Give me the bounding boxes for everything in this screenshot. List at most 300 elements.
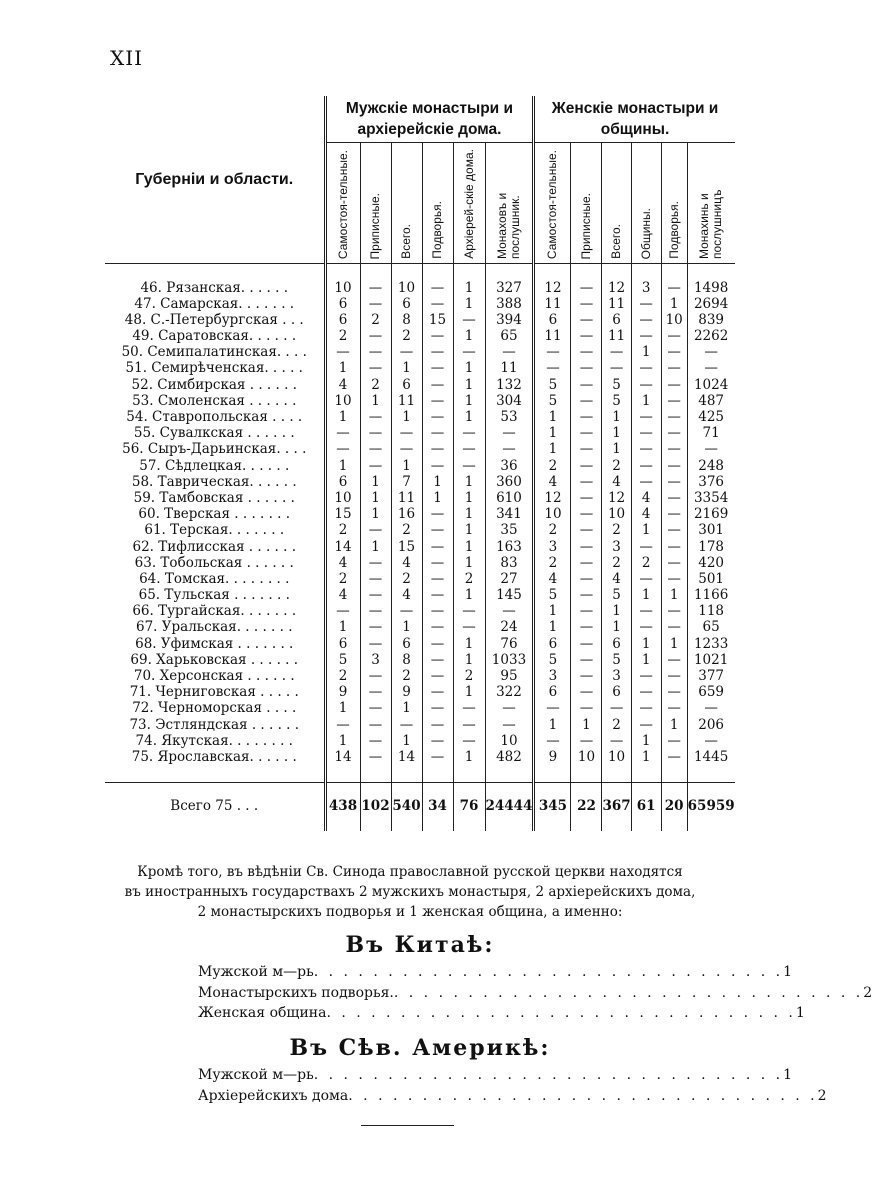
table-cell: 3 xyxy=(534,539,571,555)
table-cell: 1 xyxy=(534,604,571,620)
table-cell: — xyxy=(602,733,631,749)
table-cell: 1 xyxy=(534,717,571,733)
table-cell: 1 xyxy=(325,410,360,426)
table-cell: 14 xyxy=(325,750,360,766)
table-cell: 482 xyxy=(485,750,534,766)
table-cell: 1 xyxy=(453,653,485,669)
table-cell: — xyxy=(485,442,534,458)
table-cell: 1 xyxy=(661,296,687,312)
table-cell: — xyxy=(571,491,602,507)
table-cell: 1 xyxy=(631,636,661,652)
table-cell: 1 xyxy=(602,426,631,442)
table-cell: 9 xyxy=(534,750,571,766)
list-item: Архіерейскихъ дома . . . . . . . . . . . . . . . . . . . . . . . . . . . . . . . . 2 xyxy=(198,1086,626,1107)
table-cell: — xyxy=(422,604,453,620)
table-row xyxy=(105,345,735,361)
table-cell: 4 xyxy=(325,555,360,571)
total-cell: 22 xyxy=(571,783,602,832)
table-cell: 2 xyxy=(391,329,422,345)
table-cell: 10 xyxy=(602,750,631,766)
table-cell: 12 xyxy=(534,491,571,507)
table-cell: 206 xyxy=(687,717,734,733)
total-cell: 367 xyxy=(602,783,631,832)
table-row xyxy=(105,539,735,555)
table-cell: 1 xyxy=(453,539,485,555)
col-header: Подворья. xyxy=(430,201,444,259)
table-cell: — xyxy=(360,620,391,636)
table-cell: 24 xyxy=(485,620,534,636)
table-cell: 2 xyxy=(391,572,422,588)
table-cell: 14 xyxy=(391,750,422,766)
table-cell: 1 xyxy=(453,410,485,426)
table-cell: — xyxy=(360,458,391,474)
table-cell: 65 xyxy=(687,620,734,636)
item-value: 2 xyxy=(863,984,872,1001)
table-row xyxy=(105,750,735,766)
table-cell: — xyxy=(360,604,391,620)
table-row xyxy=(105,296,735,312)
table-cell: 145 xyxy=(485,588,534,604)
table-cell: — xyxy=(422,669,453,685)
table-row xyxy=(105,572,735,588)
table-cell: — xyxy=(485,426,534,442)
table-cell: 6 xyxy=(325,474,360,490)
table-cell: 132 xyxy=(485,377,534,393)
governorate-name: 74. Якутская. . . . . . . . xyxy=(135,732,293,749)
table-row xyxy=(105,394,735,410)
table-cell: — xyxy=(422,588,453,604)
table-cell: 1 xyxy=(391,458,422,474)
table-cell: 10 xyxy=(391,280,422,296)
total-cell: 20 xyxy=(661,783,687,832)
table-cell: 35 xyxy=(485,523,534,539)
table-cell: — xyxy=(571,733,602,749)
total-cell: 61 xyxy=(631,783,661,832)
governorate-name: 51. Семирѣченская. . . . . xyxy=(125,360,303,377)
table-cell: 9 xyxy=(391,685,422,701)
table-cell: — xyxy=(391,442,422,458)
governorate-name: 63. Тобольская . . . . . . xyxy=(134,554,294,571)
table-cell: 1 xyxy=(602,620,631,636)
table-cell: 327 xyxy=(485,280,534,296)
table-cell: 1 xyxy=(602,410,631,426)
table-cell: 3 xyxy=(534,669,571,685)
total-cell: 65959 xyxy=(687,783,734,832)
governorate-name: 67. Уральская. . . . . . . xyxy=(136,619,293,636)
table-cell: 1 xyxy=(453,685,485,701)
table-cell: 65 xyxy=(485,329,534,345)
table-cell: 2 xyxy=(602,555,631,571)
table-cell: — xyxy=(422,394,453,410)
table-cell: — xyxy=(661,491,687,507)
table-cell: 1 xyxy=(453,329,485,345)
table-cell: — xyxy=(360,426,391,442)
table-cell: 1 xyxy=(453,507,485,523)
table-cell: — xyxy=(422,701,453,717)
table-cell: — xyxy=(661,701,687,717)
table-cell: 1 xyxy=(534,620,571,636)
governorate-name: 53. Смоленская . . . . . . xyxy=(132,392,297,409)
table-cell: 1 xyxy=(325,701,360,717)
table-cell: — xyxy=(422,410,453,426)
table-cell: — xyxy=(631,669,661,685)
table-cell: 1 xyxy=(391,620,422,636)
foreign-note xyxy=(100,862,720,922)
table-cell: 6 xyxy=(391,296,422,312)
governorate-name: 54. Ставропольская . . . . xyxy=(126,409,303,426)
table-cell: — xyxy=(360,636,391,652)
table-cell: 7 xyxy=(391,474,422,490)
table-cell: — xyxy=(325,442,360,458)
table-cell: — xyxy=(422,572,453,588)
table-cell: 2694 xyxy=(687,296,734,312)
governorate-name: 70. Херсонская . . . . . . xyxy=(133,668,295,685)
table-cell: 76 xyxy=(485,636,534,652)
table-cell: — xyxy=(571,410,602,426)
table-cell: 1498 xyxy=(687,280,734,296)
table-cell: 9 xyxy=(325,685,360,701)
table-cell: — xyxy=(661,604,687,620)
table-cell: — xyxy=(571,555,602,571)
table-cell: 1 xyxy=(631,733,661,749)
col-header: Всего. xyxy=(399,224,413,259)
table-row xyxy=(105,701,735,717)
table-cell: — xyxy=(360,701,391,717)
table-cell: 12 xyxy=(534,280,571,296)
governorate-name: 59. Тамбовская . . . . . . xyxy=(133,489,295,506)
table-cell: 5 xyxy=(602,394,631,410)
table-cell: — xyxy=(571,669,602,685)
table-cell: — xyxy=(631,701,661,717)
table-cell: — xyxy=(422,636,453,652)
table-cell: 394 xyxy=(485,313,534,329)
table-cell: 5 xyxy=(602,377,631,393)
table-cell: 8 xyxy=(391,653,422,669)
table-cell: 10 xyxy=(325,394,360,410)
list-item: Мужской м—рь . . . . . . . . . . . . . . . . . . . . . . . . . . . . . . . . 1 xyxy=(198,1065,626,1086)
table-cell: — xyxy=(360,361,391,377)
table-cell: — xyxy=(631,313,661,329)
table-cell: — xyxy=(485,345,534,361)
table-cell: — xyxy=(422,280,453,296)
table-cell: 4 xyxy=(391,588,422,604)
item-value: 1 xyxy=(795,1005,805,1021)
table-cell: — xyxy=(687,345,734,361)
table-cell: 2169 xyxy=(687,507,734,523)
table-cell: — xyxy=(571,604,602,620)
table-cell: — xyxy=(661,733,687,749)
item-label: Мужской м—рь xyxy=(198,964,314,980)
table-cell: 1 xyxy=(453,296,485,312)
table-cell: 2 xyxy=(453,572,485,588)
table-cell: 1 xyxy=(360,474,391,490)
table-cell: 11 xyxy=(602,329,631,345)
col-header: Самостоя-тельные. xyxy=(545,149,560,259)
table-cell: 2 xyxy=(534,555,571,571)
table-cell: — xyxy=(631,572,661,588)
table-cell: — xyxy=(602,345,631,361)
table-cell: — xyxy=(661,458,687,474)
col-header: Всего. xyxy=(609,224,624,259)
table-cell: 8 xyxy=(391,313,422,329)
table-cell: — xyxy=(571,653,602,669)
table-row xyxy=(105,669,735,685)
table-cell: — xyxy=(571,620,602,636)
table-cell: 1166 xyxy=(687,588,734,604)
item-label: Мужской м—рь xyxy=(198,1067,314,1083)
monasteries-table xyxy=(105,96,735,831)
table-row xyxy=(105,442,735,458)
table-cell: 1 xyxy=(661,636,687,652)
table-cell: 6 xyxy=(391,377,422,393)
table-cell: — xyxy=(391,345,422,361)
governorate-name: 66. Тургайская. . . . . . . xyxy=(132,603,297,620)
table-row xyxy=(105,474,735,490)
table-cell: 3 xyxy=(631,280,661,296)
col-header: Монахинь и послушницъ xyxy=(697,189,725,259)
table-cell: — xyxy=(360,555,391,571)
table-cell: — xyxy=(485,717,534,733)
table-cell: 10 xyxy=(571,750,602,766)
table-cell: — xyxy=(485,701,534,717)
table-cell: 83 xyxy=(485,555,534,571)
table-cell: — xyxy=(661,442,687,458)
table-cell: — xyxy=(661,410,687,426)
table-cell: 16 xyxy=(391,507,422,523)
item-label: Монастырскихъ подворья. xyxy=(198,984,394,1001)
table-cell: 10 xyxy=(661,313,687,329)
table-cell: 1 xyxy=(631,750,661,766)
table-cell: 2 xyxy=(325,329,360,345)
table-cell: — xyxy=(661,361,687,377)
table-cell: 1233 xyxy=(687,636,734,652)
table-cell: 4 xyxy=(602,474,631,490)
table-cell: 6 xyxy=(602,313,631,329)
table-cell: — xyxy=(571,313,602,329)
table-cell: — xyxy=(422,733,453,749)
table-cell: 1 xyxy=(325,620,360,636)
col-header: Общины. xyxy=(638,207,653,259)
table-cell: 14 xyxy=(325,539,360,555)
table-cell: 3354 xyxy=(687,491,734,507)
table-cell: — xyxy=(534,733,571,749)
table-cell: 10 xyxy=(325,491,360,507)
governorate-name: 69. Харьковская . . . . . . xyxy=(130,651,299,668)
table-cell: — xyxy=(661,653,687,669)
governorate-name: 64. Томская. . . . . . . . xyxy=(139,570,290,587)
table-cell: 1 xyxy=(360,491,391,507)
table-cell: — xyxy=(571,588,602,604)
table-cell: — xyxy=(453,701,485,717)
table-row xyxy=(105,604,735,620)
table-cell: 163 xyxy=(485,539,534,555)
table-cell: — xyxy=(360,717,391,733)
table-cell: — xyxy=(453,426,485,442)
table-cell: 1 xyxy=(453,750,485,766)
table-cell: 27 xyxy=(485,572,534,588)
table-cell: — xyxy=(571,361,602,377)
governorates-header: Губерніи и области. xyxy=(105,96,325,264)
note-line-1: Кромѣ того, въ вѣдѣніи Св. Синода православной русской церкви находятся xyxy=(137,864,683,880)
table-cell: — xyxy=(360,588,391,604)
table-cell: — xyxy=(571,345,602,361)
table-cell: — xyxy=(422,685,453,701)
table-cell: — xyxy=(360,296,391,312)
table-cell: — xyxy=(687,733,734,749)
item-label: Женская община xyxy=(198,1005,327,1021)
table-cell: 10 xyxy=(534,507,571,523)
table-cell: 5 xyxy=(325,653,360,669)
page-number: XII xyxy=(110,46,144,70)
table-cell: 1 xyxy=(661,717,687,733)
table-cell: 11 xyxy=(391,491,422,507)
table-cell: 3 xyxy=(602,669,631,685)
table-cell: 2 xyxy=(325,669,360,685)
table-cell: — xyxy=(571,296,602,312)
table-cell: — xyxy=(453,717,485,733)
table-cell: 1 xyxy=(631,653,661,669)
col-header: Приписные. xyxy=(578,192,593,259)
table-cell: — xyxy=(422,361,453,377)
table-cell: 341 xyxy=(485,507,534,523)
table-cell: — xyxy=(631,442,661,458)
table-cell: 4 xyxy=(631,507,661,523)
table-cell: 3 xyxy=(602,539,631,555)
table-cell: — xyxy=(571,636,602,652)
table-cell: 1 xyxy=(631,588,661,604)
table-cell: 6 xyxy=(534,313,571,329)
governorate-name: 55. Сувалкская . . . . . . xyxy=(133,425,295,442)
table-cell: — xyxy=(631,539,661,555)
table-cell: 3 xyxy=(360,653,391,669)
table-cell: — xyxy=(422,377,453,393)
table-cell: — xyxy=(360,523,391,539)
table-cell: — xyxy=(422,507,453,523)
table-row xyxy=(105,717,735,733)
table-cell: 322 xyxy=(485,685,534,701)
table-cell: 1 xyxy=(391,701,422,717)
table-cell: — xyxy=(453,442,485,458)
table-cell: — xyxy=(571,507,602,523)
table-cell: 6 xyxy=(325,313,360,329)
table-row xyxy=(105,458,735,474)
table-cell: — xyxy=(631,604,661,620)
table-cell: 15 xyxy=(422,313,453,329)
table-cell: — xyxy=(360,685,391,701)
col-header: Архіерей-скіе дома. xyxy=(461,149,476,259)
table-cell: — xyxy=(687,442,734,458)
table-row xyxy=(105,523,735,539)
table-cell: — xyxy=(631,620,661,636)
governorate-name: 46. Рязанская. . . . . . xyxy=(140,279,289,296)
table-cell: — xyxy=(571,394,602,410)
table-cell: — xyxy=(422,523,453,539)
table-cell: — xyxy=(360,280,391,296)
table-cell: 487 xyxy=(687,394,734,410)
governorate-name: 61. Терская. . . . . . . xyxy=(144,522,285,539)
table-cell: — xyxy=(422,717,453,733)
item-value: 1 xyxy=(783,1067,793,1083)
table-cell: 1 xyxy=(391,733,422,749)
table-cell: — xyxy=(661,539,687,555)
table-cell: — xyxy=(325,604,360,620)
table-cell: 1 xyxy=(325,733,360,749)
table-cell: — xyxy=(360,733,391,749)
table-cell: — xyxy=(631,296,661,312)
governorate-name: 52. Симбирская . . . . . . xyxy=(131,376,297,393)
table-cell: — xyxy=(661,426,687,442)
col-header: Самостоя-тельные. xyxy=(335,149,350,259)
table-cell: 420 xyxy=(687,555,734,571)
table-cell: — xyxy=(422,458,453,474)
women-group-header: Женскіе монастыри и общины. xyxy=(534,96,735,143)
table-cell: — xyxy=(631,361,661,377)
table-cell: 1 xyxy=(360,394,391,410)
table-cell: 248 xyxy=(687,458,734,474)
table-cell: 360 xyxy=(485,474,534,490)
item-label: Архіерейскихъ дома xyxy=(198,1087,349,1104)
table-cell: — xyxy=(453,604,485,620)
total-cell: 540 xyxy=(391,783,422,832)
table-cell: — xyxy=(571,474,602,490)
governorate-name: 71. Черниговская . . . . . xyxy=(129,684,299,701)
table-cell: — xyxy=(602,361,631,377)
table-cell: 2 xyxy=(534,458,571,474)
table-cell: — xyxy=(422,555,453,571)
table-cell: 118 xyxy=(687,604,734,620)
table-cell: — xyxy=(422,426,453,442)
total-cell: 102 xyxy=(360,783,391,832)
table-cell: 12 xyxy=(602,280,631,296)
table-cell: 1 xyxy=(534,442,571,458)
table-row xyxy=(105,491,735,507)
america-list xyxy=(198,1065,827,1106)
table-cell: — xyxy=(661,555,687,571)
governorate-name: 62. Тифлисская . . . . . . xyxy=(132,538,297,555)
table-cell: 1 xyxy=(453,361,485,377)
table-cell: 2 xyxy=(602,458,631,474)
table-cell: — xyxy=(631,458,661,474)
table-cell: — xyxy=(631,717,661,733)
spacer-row xyxy=(105,766,735,783)
table-cell: — xyxy=(631,685,661,701)
table-cell: — xyxy=(571,377,602,393)
table-cell: 2 xyxy=(602,717,631,733)
table-cell: — xyxy=(534,701,571,717)
table-cell: — xyxy=(631,426,661,442)
table-cell: 11 xyxy=(391,394,422,410)
table-row xyxy=(105,507,735,523)
table-cell: — xyxy=(661,474,687,490)
governorate-name: 73. Эстляндская . . . . . . xyxy=(129,716,300,733)
table-cell: 1 xyxy=(602,442,631,458)
list-item: Мужской м—рь . . . . . . . . . . . . . . . . . . . . . . . . . . . . . . . . 1 xyxy=(198,962,626,983)
table-cell: 377 xyxy=(687,669,734,685)
table-cell: 2 xyxy=(534,523,571,539)
table-cell: 1 xyxy=(453,555,485,571)
america-heading: Въ Сѣв. Америкѣ: xyxy=(289,1035,551,1061)
total-cell: 345 xyxy=(534,783,571,832)
table-cell: — xyxy=(422,442,453,458)
table-cell: — xyxy=(661,507,687,523)
table-cell: 5 xyxy=(534,588,571,604)
table-cell: 659 xyxy=(687,685,734,701)
table-cell: 304 xyxy=(485,394,534,410)
table-cell: 2 xyxy=(360,313,391,329)
table-cell: 4 xyxy=(325,588,360,604)
table-cell: 501 xyxy=(687,572,734,588)
col-header: Приписные. xyxy=(368,192,382,259)
